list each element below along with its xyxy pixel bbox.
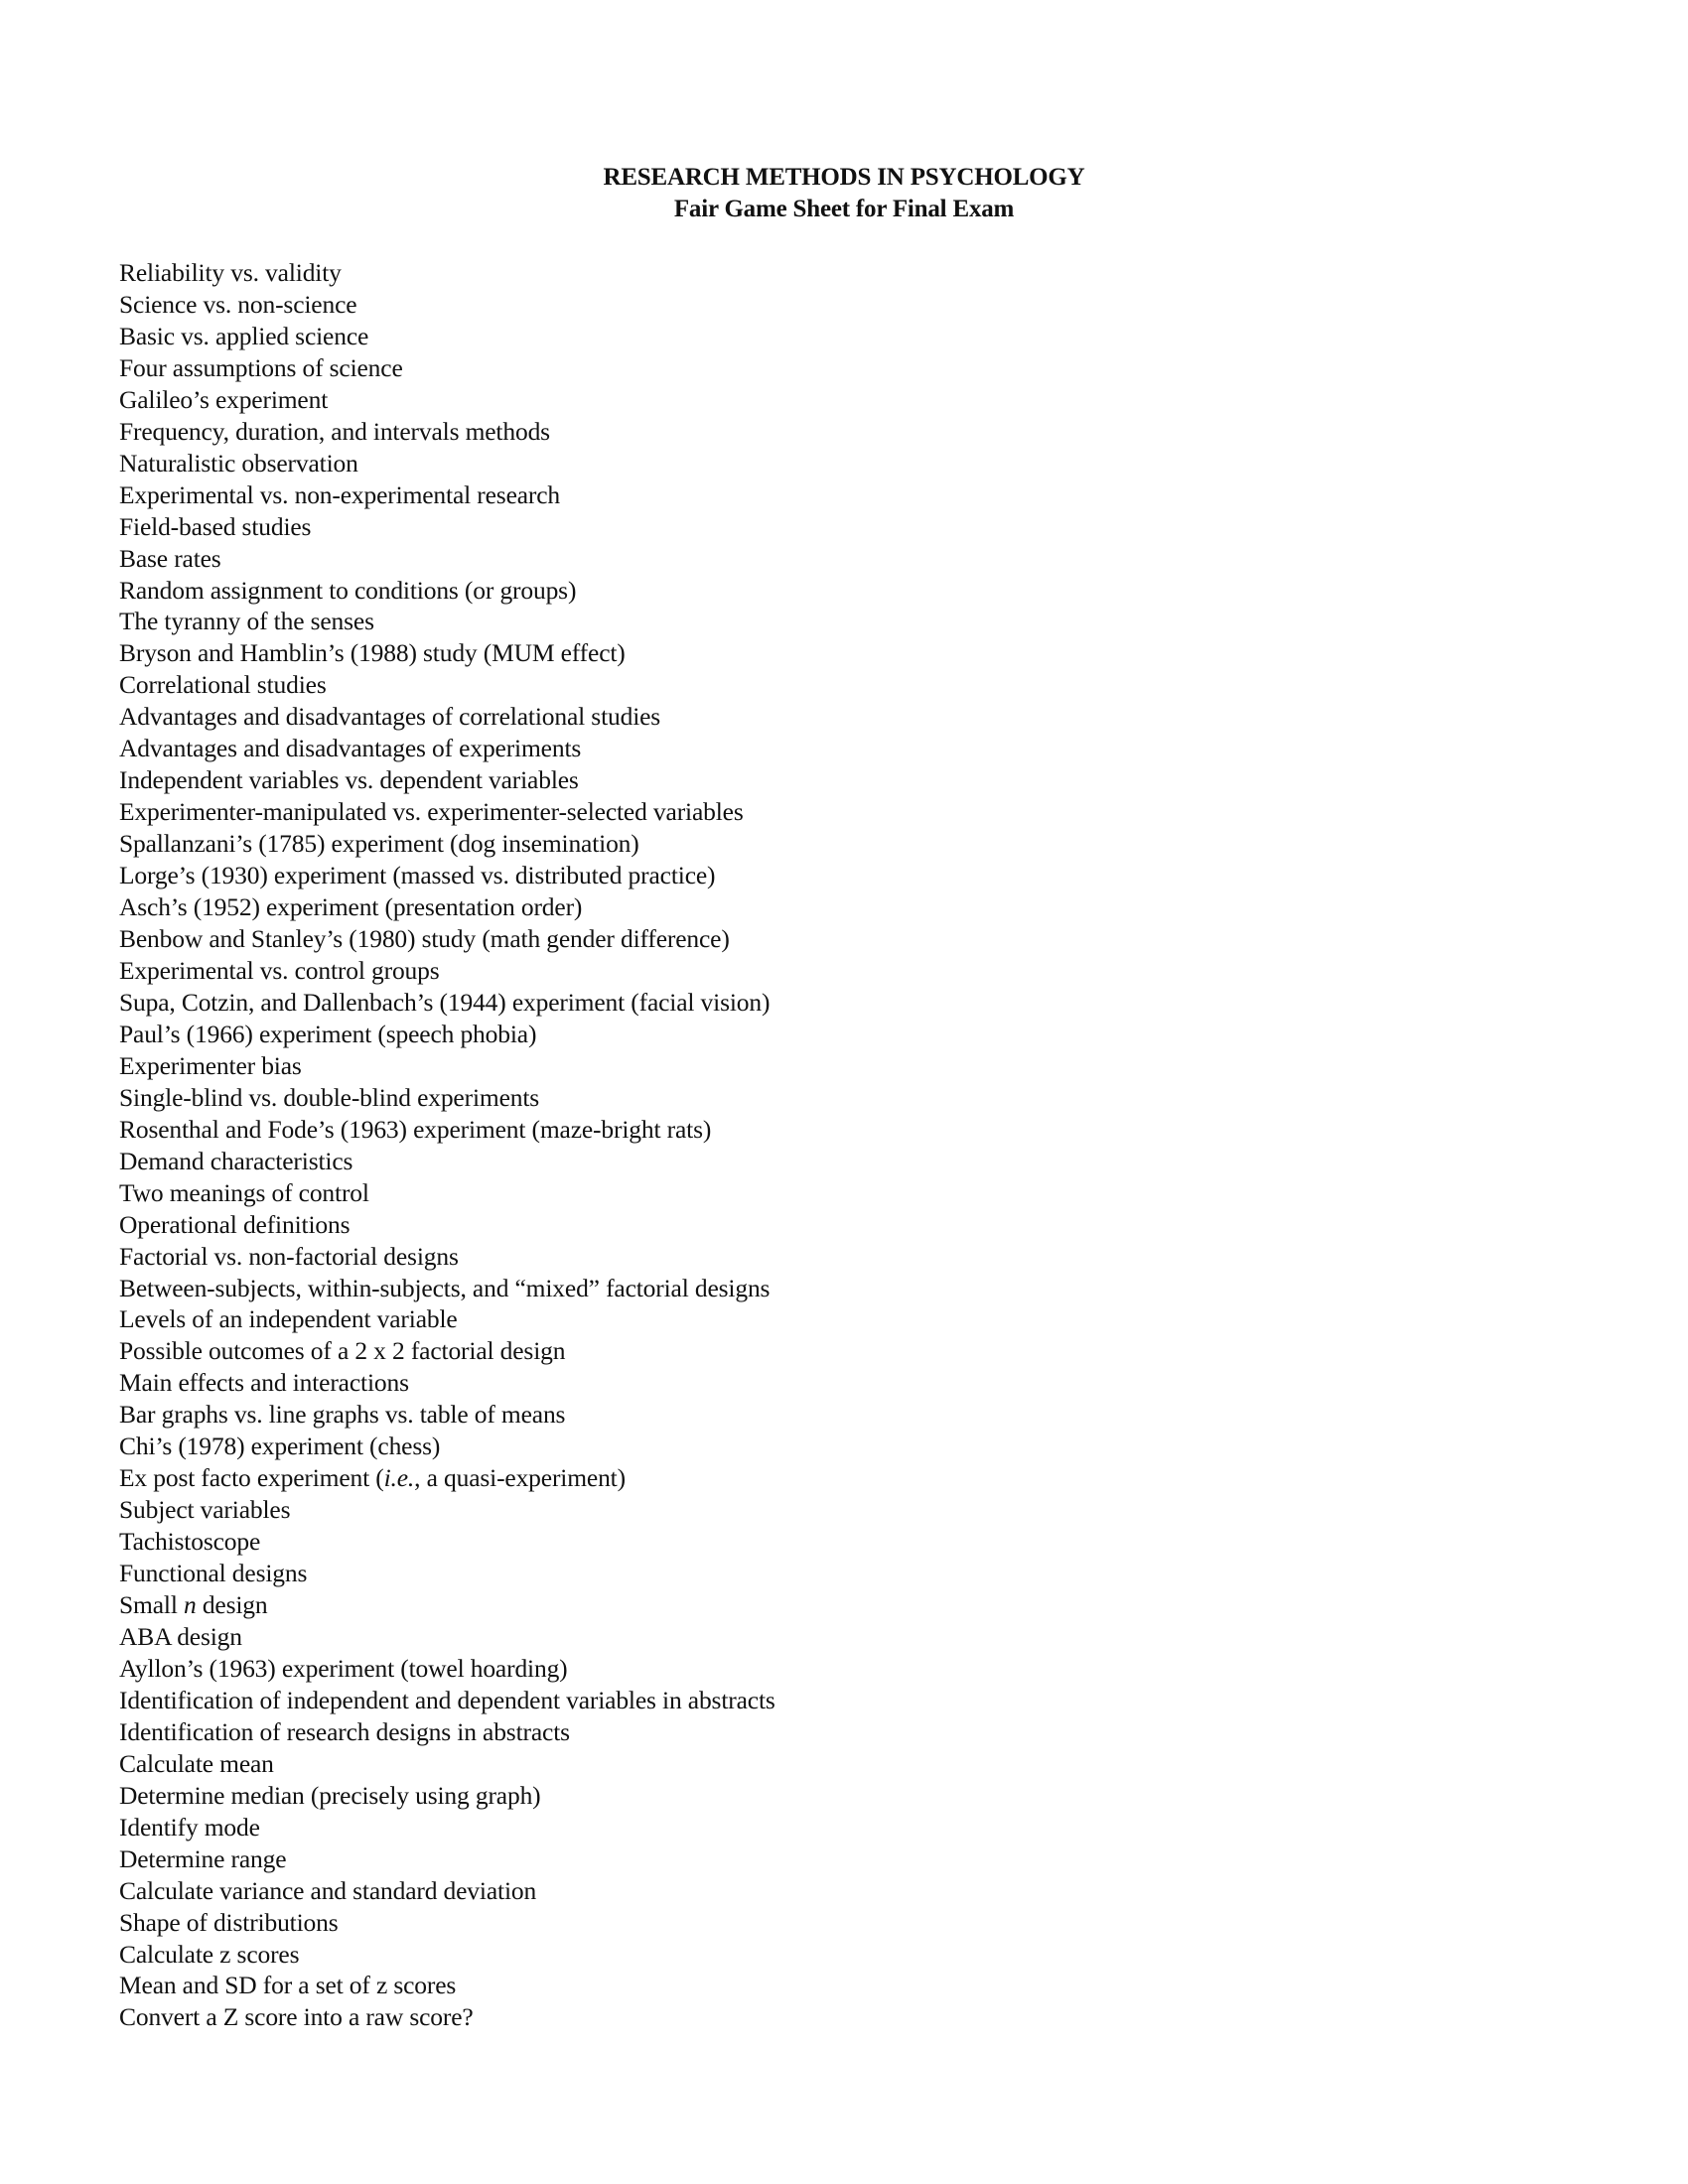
topic-item — [119, 1970, 775, 2001]
topic-text: Bryson and Hamblin’s (1988) study (MUM effect) — [119, 638, 626, 668]
topic-text: Determine median (precisely using graph) — [119, 1780, 541, 1810]
topic-text: Functional designs — [119, 1559, 308, 1588]
topic-text: Independent variables vs. dependent variables — [119, 765, 579, 795]
topic-item — [119, 1780, 775, 1812]
document-header — [0, 162, 1688, 225]
topic-text: Science vs. non-science — [119, 289, 357, 319]
topic-item — [119, 1019, 775, 1050]
document-subtitle: Fair Game Sheet for Final Exam — [673, 196, 1015, 222]
topic-text: The tyranny of the senses — [119, 607, 374, 636]
topic-item — [119, 1685, 775, 1716]
topic-text: Experimenter bias — [119, 1050, 302, 1080]
topic-text: Identification of research designs in abstracts — [119, 1716, 570, 1746]
topic-item — [119, 352, 775, 384]
topic-text: Identification of independent and dependent variables in abstracts — [119, 1685, 775, 1714]
topic-item — [119, 289, 775, 321]
topic-text: Frequency, duration, and intervals methods — [119, 416, 550, 446]
topic-item — [119, 860, 775, 891]
topic-item — [119, 1589, 775, 1621]
topic-text: Shape of distributions — [119, 1907, 339, 1937]
topic-text: , a quasi-experiment) — [414, 1463, 626, 1493]
topic-text: Small — [119, 1590, 184, 1620]
topic-item — [119, 1843, 775, 1875]
topic-item — [119, 257, 775, 289]
topic-text: Naturalistic observation — [119, 448, 358, 478]
topic-item — [119, 1558, 775, 1589]
topic-item — [119, 2001, 775, 2033]
topic-item — [119, 764, 775, 796]
topic-item — [119, 1462, 775, 1494]
topic-item — [119, 606, 775, 637]
topic-item — [119, 1177, 775, 1209]
topic-item — [119, 1875, 775, 1907]
topic-italic-text: n — [183, 1590, 197, 1620]
topic-item — [119, 543, 775, 575]
topic-text: ABA design — [119, 1621, 242, 1651]
topic-text: Lorge’s (1930) experiment (massed vs. distributed practice) — [119, 861, 716, 890]
topic-item — [119, 1716, 775, 1748]
topic-text: design — [196, 1590, 268, 1620]
topic-text: Calculate variance and standard deviation — [119, 1875, 537, 1905]
topic-text: Factorial vs. non-factorial designs — [119, 1241, 459, 1271]
topic-item — [119, 637, 775, 669]
topic-item — [119, 1939, 775, 1971]
topic-item — [119, 1335, 775, 1367]
topic-item — [119, 1082, 775, 1114]
topic-item — [119, 701, 775, 733]
topic-text: Single-blind vs. double-blind experiments — [119, 1082, 540, 1112]
topic-item — [119, 384, 775, 416]
topic-item — [119, 1621, 775, 1653]
topic-text: Identify mode — [119, 1812, 260, 1842]
topic-item — [119, 891, 775, 923]
topic-item — [119, 1399, 775, 1431]
topic-item — [119, 1812, 775, 1843]
topic-item — [119, 575, 775, 607]
topic-item — [119, 923, 775, 955]
topic-text: Between-subjects, within-subjects, and “mixed” factorial designs — [119, 1273, 771, 1302]
topic-item — [119, 669, 775, 701]
topic-list — [119, 257, 775, 2033]
topic-text: Ex post facto experiment ( — [119, 1463, 384, 1493]
topic-text: Demand characteristics — [119, 1146, 353, 1175]
topic-text: Benbow and Stanley’s (1980) study (math gender difference) — [119, 924, 730, 954]
topic-text: Paul’s (1966) experiment (speech phobia) — [119, 1019, 537, 1048]
document-title: RESEARCH METHODS IN PSYCHOLOGY — [603, 164, 1085, 191]
topic-text: Subject variables — [119, 1495, 291, 1525]
topic-item — [119, 1303, 775, 1335]
topic-text: Bar graphs vs. line graphs vs. table of means — [119, 1400, 566, 1430]
topic-item — [119, 1748, 775, 1780]
topic-text: Rosenthal and Fode’s (1963) experiment (maze-bright rats) — [119, 1114, 712, 1144]
topic-item — [119, 1114, 775, 1146]
topic-item — [119, 321, 775, 352]
topic-item — [119, 828, 775, 860]
topic-text: Mean and SD for a set of z scores — [119, 1971, 457, 2000]
topic-text: Galileo’s experiment — [119, 384, 329, 414]
topic-item — [119, 416, 775, 448]
topic-text: Two meanings of control — [119, 1177, 369, 1207]
topic-text: Base rates — [119, 543, 221, 573]
topic-italic-text: i.e. — [383, 1463, 415, 1493]
topic-item — [119, 1146, 775, 1177]
topic-item — [119, 1431, 775, 1462]
topic-text: Tachistoscope — [119, 1527, 261, 1557]
topic-text: Asch’s (1952) experiment (presentation order) — [119, 892, 583, 922]
topic-text: Operational definitions — [119, 1209, 351, 1239]
topic-text: Determine range — [119, 1843, 287, 1873]
topic-item — [119, 733, 775, 764]
topic-item — [119, 1907, 775, 1939]
topic-text: Convert a Z score into a raw score? — [119, 2002, 474, 2032]
topic-item — [119, 987, 775, 1019]
topic-text: Four assumptions of science — [119, 352, 403, 382]
topic-item — [119, 448, 775, 479]
topic-item — [119, 479, 775, 511]
topic-text: Experimenter-manipulated vs. experimenter-selected variables — [119, 797, 744, 827]
topic-item — [119, 1241, 775, 1273]
topic-item — [119, 1367, 775, 1399]
topic-text: Chi’s (1978) experiment (chess) — [119, 1432, 441, 1461]
topic-text: Reliability vs. validity — [119, 258, 342, 287]
topic-item — [119, 1653, 775, 1685]
topic-text: Advantages and disadvantages of correlational studies — [119, 702, 661, 732]
topic-text: Experimental vs. non-experimental research — [119, 479, 561, 509]
topic-text: Field-based studies — [119, 511, 312, 541]
topic-item — [119, 1273, 775, 1304]
topic-text: Possible outcomes of a 2 x 2 factorial design — [119, 1336, 566, 1366]
topic-text: Supa, Cotzin, and Dallenbach’s (1944) experiment (facial vision) — [119, 987, 771, 1017]
topic-item — [119, 796, 775, 828]
topic-text: Advantages and disadvantages of experiments — [119, 734, 582, 763]
topic-text: Correlational studies — [119, 670, 327, 700]
topic-text: Main effects and interactions — [119, 1368, 409, 1398]
topic-text: Spallanzani’s (1785) experiment (dog insemination) — [119, 829, 639, 859]
topic-item — [119, 1209, 775, 1241]
topic-text: Calculate mean — [119, 1748, 274, 1778]
topic-item — [119, 955, 775, 987]
topic-text: Ayllon’s (1963) experiment (towel hoarding) — [119, 1653, 568, 1683]
topic-text: Experimental vs. control groups — [119, 955, 440, 985]
topic-item — [119, 1526, 775, 1558]
topic-item — [119, 511, 775, 543]
topic-item — [119, 1050, 775, 1082]
topic-item — [119, 1494, 775, 1526]
topic-text: Calculate z scores — [119, 1939, 300, 1969]
topic-text: Basic vs. applied science — [119, 321, 369, 350]
topic-text: Random assignment to conditions (or groups) — [119, 575, 577, 605]
topic-text: Levels of an independent variable — [119, 1304, 458, 1334]
